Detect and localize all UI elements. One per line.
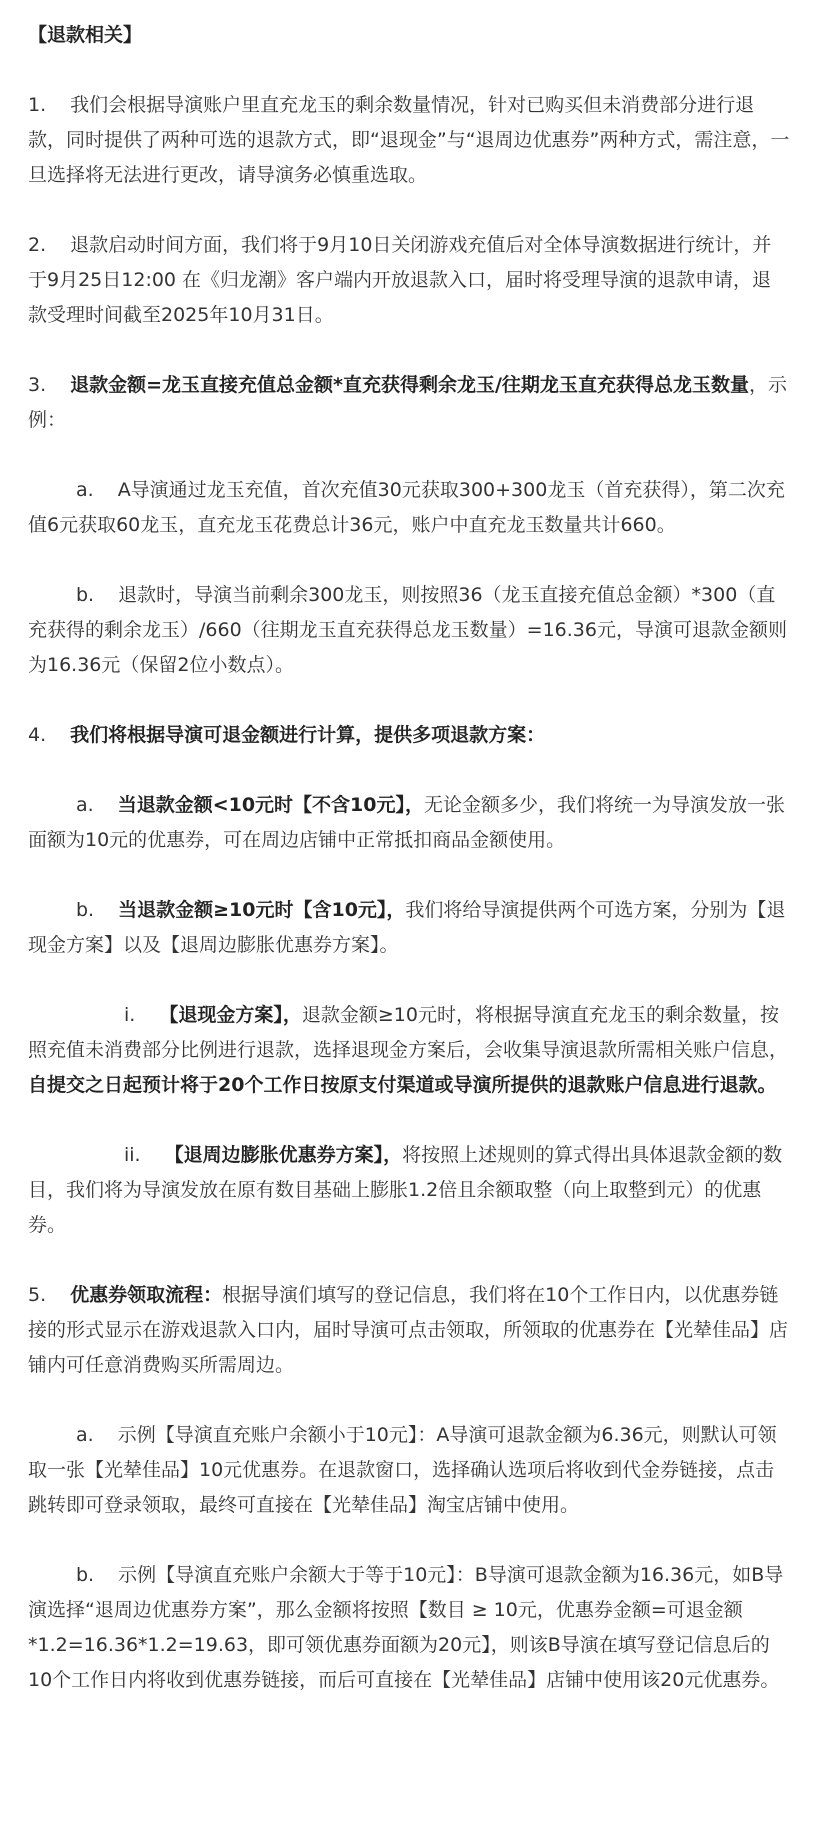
paragraph-bold-text: 自提交之日起预计将于20个工作日按原支付渠道或导演所提供的退款账户信息进行退款。	[28, 1074, 777, 1096]
paragraph-1	[28, 88, 790, 193]
paragraph-3a	[28, 473, 790, 543]
paragraph-text: A导演通过龙玉充值，首次充值30元获取300+300龙玉（首充获得），第二次充值6元获取60龙玉，直充龙玉花费总计36元，账户中直充龙玉数量共计660。	[28, 479, 785, 536]
sub-item-label: b.	[76, 1564, 95, 1586]
sub-item-label: a.	[76, 794, 94, 816]
paragraph-4a	[28, 788, 790, 858]
paragraph-text: 退款金额≥10元时，将根据导演直充龙玉的剩余数量，按照充值未消费部分比例进行退款，选择退现金方案后，会收集导演退款所需相关账户信息，	[28, 1004, 789, 1061]
paragraph-text: 无论金额多少，我们将统一为导演发放一张面额为10元的优惠券，可在周边店铺中正常抵扣商品金额使用。	[28, 794, 786, 851]
paragraph-2	[28, 228, 790, 333]
paragraph-4b	[28, 893, 790, 963]
paragraph-5	[28, 1278, 790, 1383]
paragraph-3	[28, 368, 790, 438]
paragraph-text: 我们将给导演提供两个可选方案，分别为【退现金方案】以及【退周边膨胀优惠券方案】。	[28, 899, 786, 956]
paragraph-5b	[28, 1558, 790, 1698]
paragraph-text: 示例【导演直充账户余额小于10元】：A导演可退款金额为6.36元，则默认可领取一张【光辇佳品】10元优惠券。在退款窗口，选择确认选项后将收到代金券链接，点击跳转即可登录领取，最终可直接在【光辇佳品】淘宝店铺中使用。	[28, 1424, 777, 1516]
item-number: 3.	[28, 374, 47, 396]
paragraph-text: 将按照上述规则的算式得出具体退款金额的数目，我们将为导演发放在原有数目基础上膨胀1.2倍且余额取整（向上取整到元）的优惠券。	[28, 1144, 783, 1236]
sub-item-label: b.	[76, 584, 95, 606]
condition-text: 当退款金额≥10元时【含10元】，	[118, 899, 406, 921]
paragraph-text: 示例【导演直充账户余额大于等于10元】：B导演可退款金额为16.36元，如B导演选择“退周边优惠券方案”，那么金额将按照【数目 ≥ 10元，优惠券金额=可退金额*1.2=16.36*1.2=19.63，即可领优惠券面额为20元】，则该B导演在填写登记信息后的10个工作日内将收到优惠券链接，而后可直接在【光辇佳品】店铺中使用该20元优惠券。	[28, 1564, 784, 1691]
item-number: 2.	[28, 234, 47, 256]
item-number: 5.	[28, 1284, 47, 1306]
paragraph-text: 退款启动时间方面，我们将于9月10日关闭游戏充值后对全体导演数据进行统计，并于9月25日12:00 在《归龙潮》客户端内开放退款入口，届时将受理导演的退款申请，退款受理时间截至2025年10月31日。	[28, 234, 772, 326]
sub-item-label: b.	[76, 899, 95, 921]
sub-item-label: a.	[76, 1424, 94, 1446]
paragraph-4b-i	[28, 998, 790, 1103]
sub-item-label: i.	[124, 1004, 136, 1026]
heading-text: 【退款相关】	[28, 24, 143, 46]
paragraph-text: 退款时，导演当前剩余300龙玉，则按照36（龙玉直接充值总金额）*300（直充获得的剩余龙玉）/660（往期龙玉直充获得总龙玉数量）=16.36元，导演可退款金额则为16.36元（保留2位小数点）。	[28, 584, 787, 676]
paragraph-3b	[28, 578, 790, 683]
condition-text: 当退款金额<10元时【不含10元】，	[117, 794, 424, 816]
paragraph-5a	[28, 1418, 790, 1523]
paragraph-text: 我们会根据导演账户里直充龙玉的剩余数量情况，针对已购买但未消费部分进行退款，同时提供了两种可选的退款方式，即“退现金”与“退周边优惠券”两种方式，需注意，一旦选择将无法进行更改，请导演务必慎重选取。	[28, 94, 790, 186]
paragraph-text: ，示例：	[28, 374, 787, 431]
paragraph-4b-ii	[28, 1138, 790, 1243]
item-number: 1.	[28, 94, 47, 116]
plan-title: 【退周边膨胀优惠券方案】，	[164, 1144, 403, 1166]
refund-formula: 退款金额=龙玉直接充值总金额*直充获得剩余龙玉/往期龙玉直充获得总龙玉数量	[70, 374, 749, 396]
sub-item-label: ii.	[124, 1144, 141, 1166]
paragraph-text: 根据导演们填写的登记信息，我们将在10个工作日内，以优惠券链接的形式显示在游戏退款入口内，届时导演可点击领取，所领取的优惠券在【光辇佳品】店铺内可任意消费购买所需周边。	[28, 1284, 789, 1376]
sub-item-label: a.	[76, 479, 94, 501]
paragraph-bold-text: 优惠券领取流程：	[70, 1284, 223, 1306]
plan-title: 【退现金方案】，	[159, 1004, 302, 1026]
paragraph-4	[28, 718, 790, 753]
item-number: 4.	[28, 724, 47, 746]
section-heading	[28, 18, 790, 53]
paragraph-bold-text: 我们将根据导演可退金额进行计算，提供多项退款方案：	[70, 724, 546, 746]
